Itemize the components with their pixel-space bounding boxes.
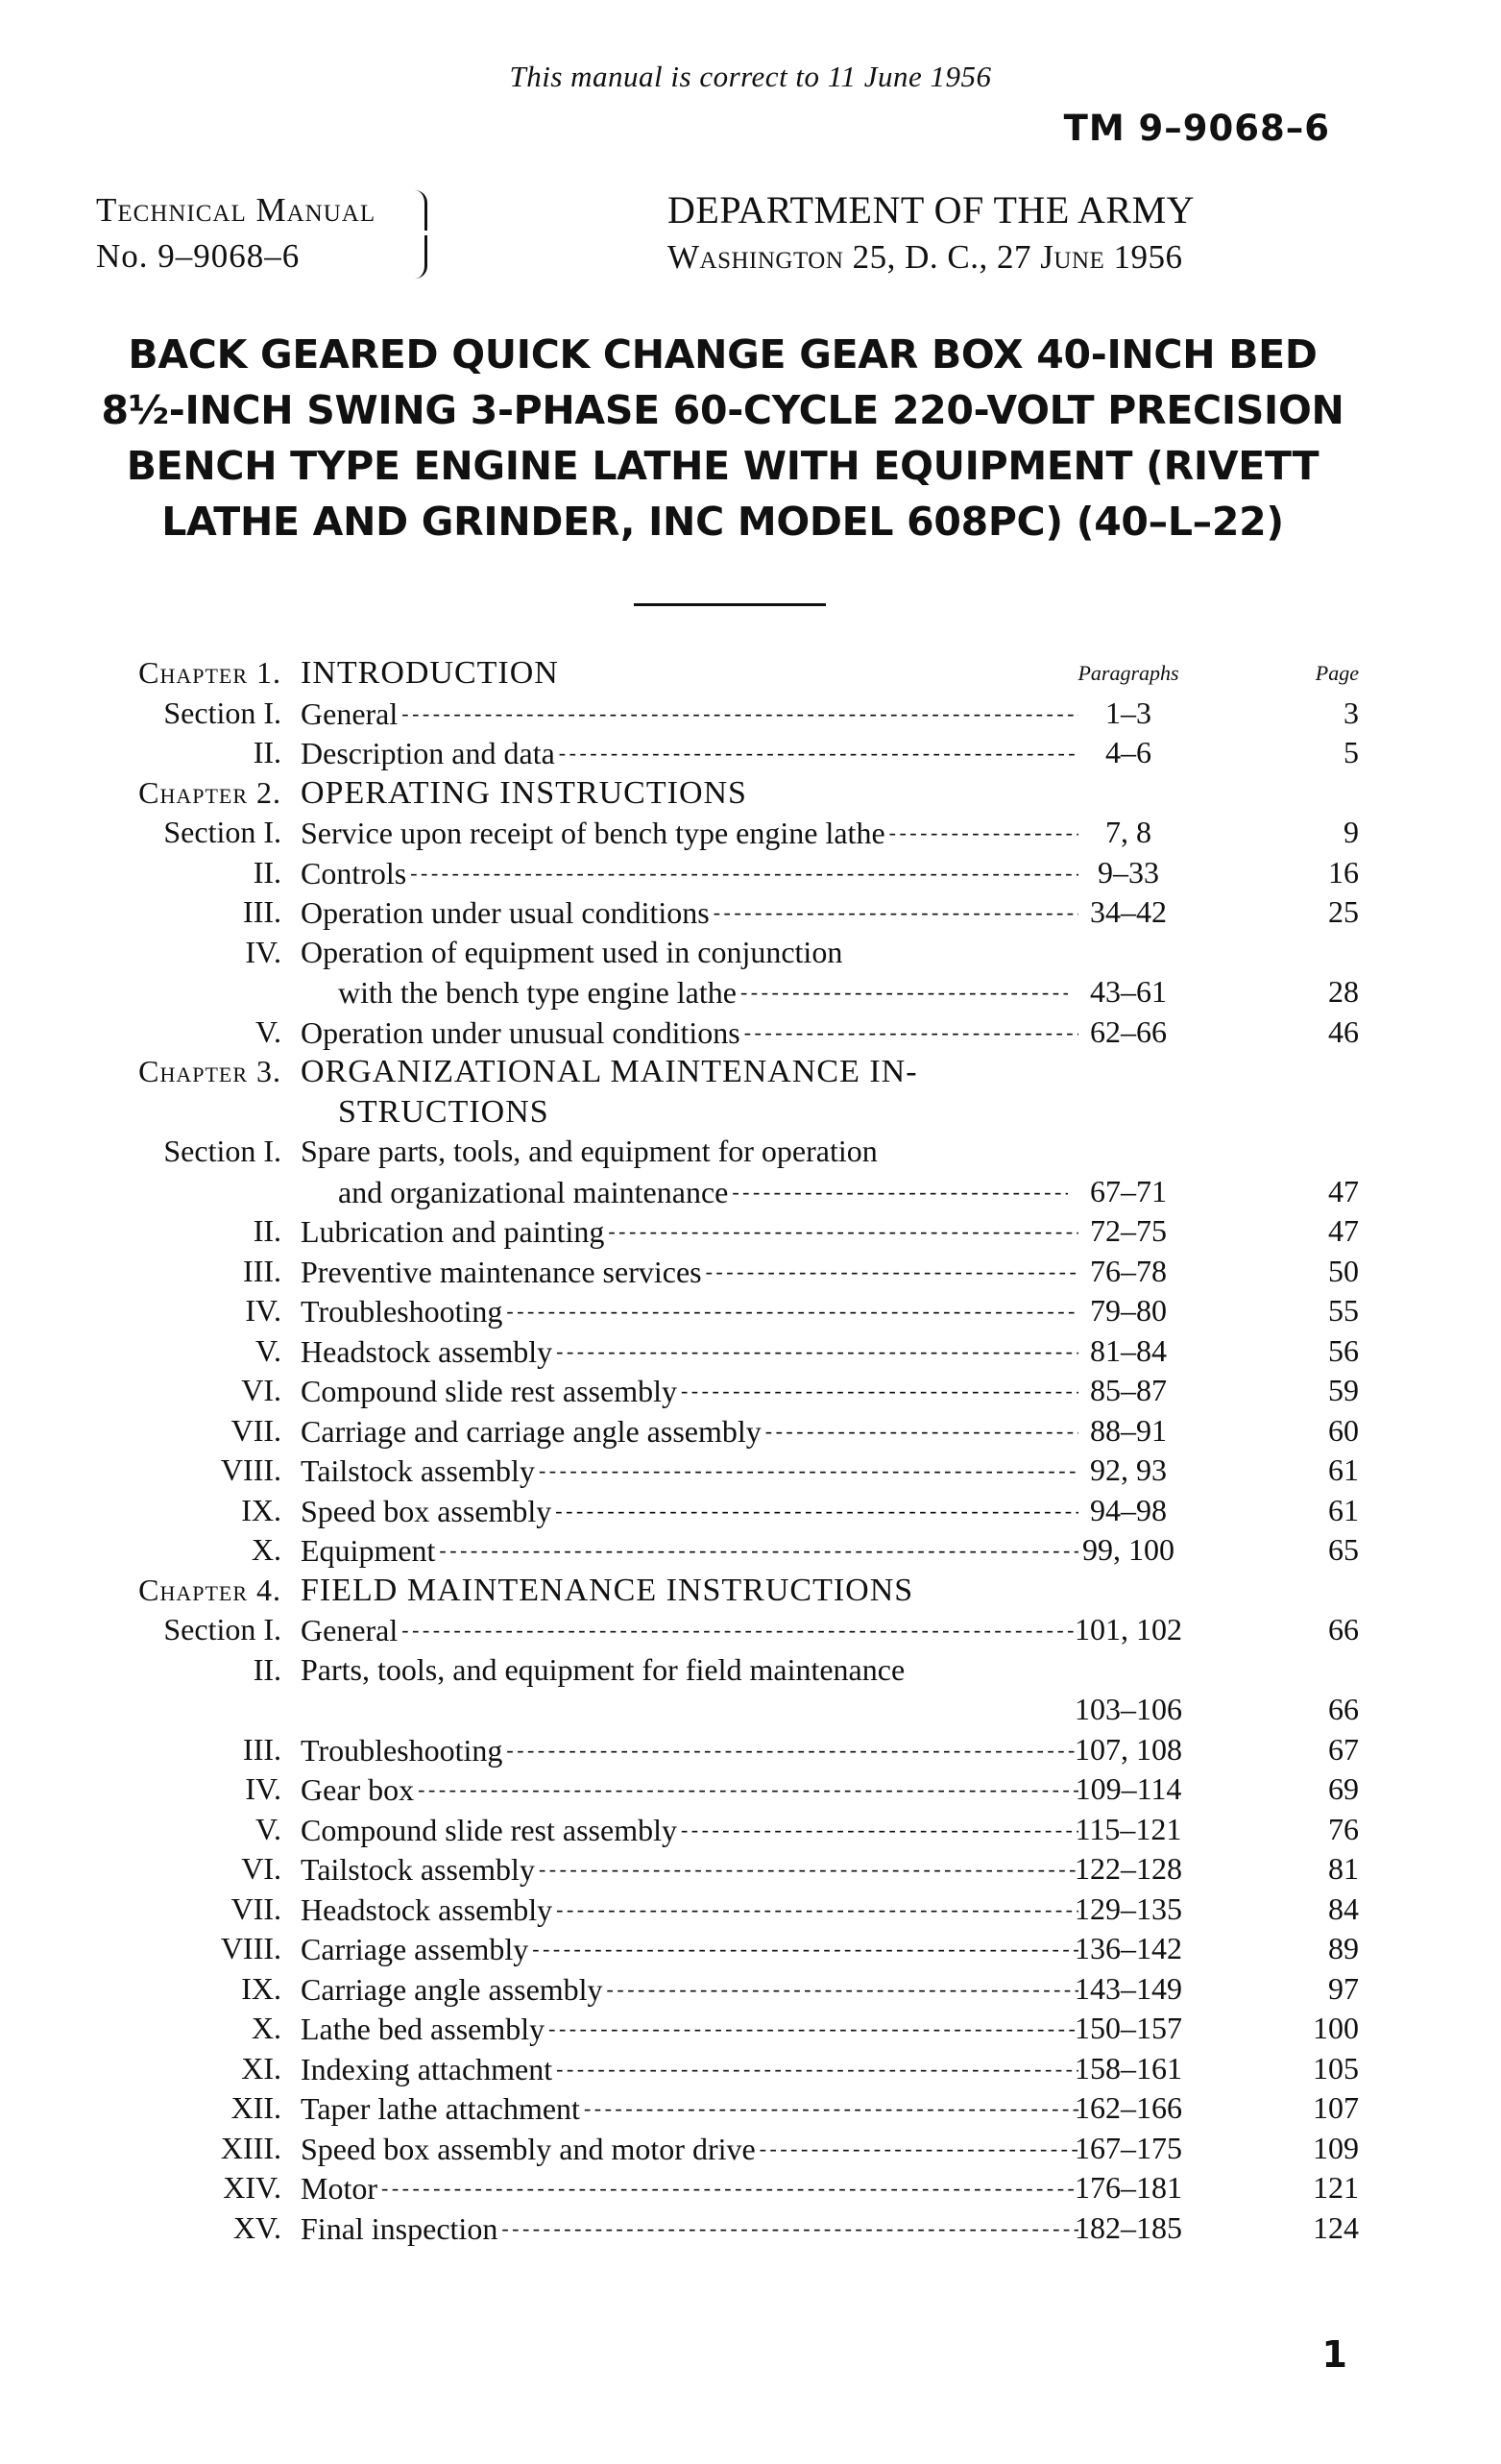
- toc-paragraphs: 158–161: [1075, 2050, 1182, 2086]
- toc-entry-title: with the bench type engine lathe - - -: [338, 975, 1068, 1010]
- toc-text: [301, 1571, 1078, 1611]
- manual-number: No. 9–9068–6: [96, 237, 301, 275]
- toc-text: [301, 773, 1078, 814]
- toc-label: VI.: [241, 1851, 281, 1886]
- toc-page: 25: [1328, 894, 1359, 929]
- toc-row: [0, 1331, 1501, 1372]
- toc-label: III.: [243, 1253, 281, 1288]
- toc-text: [301, 1890, 1078, 1931]
- toc-row: [0, 653, 1501, 694]
- toc-entry-title: General - - -: [301, 1613, 1078, 1647]
- toc-entry-title: OPERATING INSTRUCTIONS: [301, 774, 747, 811]
- toc-label: V.: [255, 1013, 281, 1049]
- toc-label: Section I.: [163, 1612, 281, 1647]
- toc-text: [301, 2208, 1078, 2250]
- toc-page: 28: [1328, 974, 1359, 1009]
- toc-label: III.: [243, 1731, 281, 1767]
- toc-paragraphs: 4–6: [1105, 735, 1151, 769]
- page-number: 1: [1321, 2333, 1347, 2376]
- toc-row: [0, 694, 1501, 734]
- manual-currency-notice: This manual is correct to 11 June 1956: [509, 60, 992, 93]
- toc-entry-title: Compound slide rest assembly - - -: [301, 1813, 1078, 1847]
- toc-text: [301, 1610, 1078, 1651]
- toc-entry-title: and organizational maintenance - - -: [338, 1175, 1068, 1209]
- toc-text: [338, 1092, 1068, 1133]
- toc-page: 124: [1313, 2209, 1359, 2245]
- toc-page: 55: [1328, 1293, 1359, 1328]
- toc-page: 121: [1313, 2170, 1359, 2205]
- toc-text: [301, 2049, 1078, 2090]
- toc-page: 47: [1328, 1173, 1359, 1208]
- page-column-header: Page: [1315, 661, 1359, 685]
- toc-page: 66: [1328, 1612, 1359, 1647]
- toc-entry-title: Lubrication and painting - - -: [301, 1214, 1078, 1249]
- toc-label: XII.: [230, 2090, 281, 2125]
- toc-label: VIII.: [220, 1452, 281, 1487]
- toc-page: 105: [1313, 2050, 1359, 2086]
- toc-entry-title: General - - -: [301, 696, 1078, 731]
- toc-row: [0, 2009, 1501, 2049]
- toc-entry-title: Spare parts, tools, and equipment for operation: [301, 1134, 878, 1168]
- toc-paragraphs: 176–181: [1075, 2170, 1182, 2205]
- toc-paragraphs: 109–114: [1075, 1771, 1182, 1806]
- toc-paragraphs: 88–91: [1090, 1412, 1167, 1448]
- toc-text: [301, 1211, 1078, 1253]
- toc-row: [0, 2088, 1501, 2129]
- toc-paragraphs: 76–78: [1090, 1253, 1167, 1288]
- toc-row: [0, 2129, 1501, 2169]
- toc-paragraphs: 150–157: [1075, 2011, 1182, 2045]
- toc-entry-title: Tailstock assembly - - -: [301, 1453, 1078, 1488]
- toc-entry-title: Operation under unusual conditions - - -: [301, 1015, 1078, 1050]
- toc-paragraphs: 143–149: [1075, 1970, 1182, 2006]
- toc-entry-title: Carriage and carriage angle assembly - - -: [301, 1414, 1078, 1449]
- toc-text: [301, 1411, 1078, 1452]
- toc-page: 67: [1328, 1731, 1359, 1767]
- toc-label: VII.: [230, 1412, 281, 1448]
- toc-label: Section I.: [163, 695, 281, 730]
- toc-entry-title: STRUCTIONS: [338, 1093, 549, 1130]
- toc-row: [0, 1451, 1501, 1491]
- toc-entry-title: Equipment - - -: [301, 1533, 1078, 1568]
- toc-paragraphs: 162–166: [1075, 2090, 1182, 2125]
- toc-text: [338, 1172, 1068, 1213]
- toc-row: [0, 1810, 1501, 1850]
- toc-label: Chapter 1.: [138, 655, 281, 690]
- toc-entry-title: Troubleshooting - - -: [301, 1294, 1078, 1329]
- toc-label: X.: [251, 1532, 281, 1567]
- toc-entry-title: Speed box assembly - - -: [301, 1494, 1078, 1528]
- toc-text: [301, 1769, 1078, 1811]
- toc-entry-title: FIELD MAINTENANCE INSTRUCTIONS: [301, 1572, 914, 1608]
- toc-page: 46: [1328, 1013, 1359, 1049]
- toc-page: 3: [1344, 695, 1359, 730]
- toc-entry-title: Lathe bed assembly - - -: [301, 2012, 1078, 2046]
- toc-page: 100: [1313, 2011, 1359, 2045]
- toc-page: 109: [1313, 2130, 1359, 2165]
- table-of-contents: [0, 653, 1501, 2248]
- toc-entry-title: Compound slide rest assembly - - -: [301, 1374, 1078, 1408]
- toc-paragraphs: 136–142: [1075, 1931, 1182, 1965]
- toc-text: [301, 1132, 1078, 1172]
- toc-text: [301, 1371, 1078, 1412]
- toc-text: [301, 2168, 1078, 2209]
- toc-label: Chapter 4.: [138, 1572, 281, 1607]
- toc-row: [0, 1890, 1501, 1930]
- toc-text: [301, 2088, 1078, 2130]
- toc-label: Chapter 2.: [138, 774, 281, 810]
- toc-text: [301, 892, 1078, 934]
- toc-row: [0, 1610, 1501, 1650]
- toc-text: [301, 1252, 1078, 1293]
- toc-text: [301, 694, 1078, 735]
- toc-text: [301, 1052, 1078, 1092]
- toc-entry-title: Troubleshooting - - -: [301, 1733, 1078, 1768]
- manual-type: Technical Manual: [96, 191, 376, 229]
- toc-label: VIII.: [220, 1931, 281, 1965]
- toc-label: III.: [243, 894, 281, 929]
- toc-entry-title: ORGANIZATIONAL MAINTENANCE IN-: [301, 1054, 918, 1089]
- toc-row: [0, 1132, 1501, 1172]
- toc-page: 69: [1328, 1771, 1359, 1806]
- toc-paragraphs: 167–175: [1075, 2130, 1182, 2165]
- toc-entry-title: Speed box assembly and motor drive - - -: [301, 2132, 1078, 2166]
- toc-text: [301, 1730, 1078, 1771]
- toc-text: [301, 1849, 1078, 1891]
- toc-row: [0, 853, 1501, 893]
- toc-text: INTRODUCTION: [301, 655, 559, 691]
- toc-label: II.: [253, 1651, 281, 1687]
- toc-paragraphs: 182–185: [1075, 2209, 1182, 2245]
- toc-entry-title: Parts, tools, and equipment for field maintenance: [301, 1651, 906, 1687]
- divider-rule: [634, 603, 826, 606]
- department-name: DEPARTMENT OF THE ARMY: [667, 188, 1196, 232]
- toc-page: 61: [1328, 1492, 1359, 1527]
- toc-label: VI.: [241, 1373, 281, 1407]
- toc-row: [0, 1291, 1501, 1331]
- toc-row: [0, 1092, 1501, 1133]
- toc-paragraphs: 1–3: [1105, 695, 1151, 730]
- toc-text: [301, 1929, 1078, 1970]
- toc-page: 107: [1313, 2090, 1359, 2125]
- toc-row: [0, 1650, 1501, 1691]
- toc-label: IV.: [245, 1771, 281, 1806]
- brace-bottom: [415, 235, 427, 279]
- toc-paragraphs: 99, 100: [1082, 1532, 1174, 1567]
- toc-entry-title: Carriage assembly - - -: [301, 1932, 1078, 1966]
- toc-paragraphs: 81–84: [1090, 1332, 1167, 1368]
- toc-row: [0, 972, 1501, 1012]
- toc-paragraphs: 62–66: [1090, 1013, 1167, 1049]
- paragraphs-column-header: Paragraphs: [1077, 661, 1179, 685]
- toc-entry-title: Headstock assembly - - -: [301, 1334, 1078, 1369]
- toc-paragraphs: 9–33: [1098, 854, 1159, 890]
- toc-entry-title: Indexing attachment - - -: [301, 2052, 1078, 2086]
- toc-page: 5: [1344, 735, 1359, 769]
- toc-entry-title: Tailstock assembly - - -: [301, 1852, 1078, 1887]
- toc-label: IX.: [241, 1970, 281, 2006]
- toc-text: [301, 733, 1078, 774]
- toc-entry-title: Motor - - -: [301, 2171, 1078, 2206]
- toc-row: [0, 1252, 1501, 1292]
- toc-text: [301, 933, 1078, 973]
- toc-row: [0, 1012, 1501, 1053]
- toc-label: IX.: [241, 1492, 281, 1527]
- toc-row: [0, 813, 1501, 853]
- title-line: BENCH TYPE ENGINE LATHE WITH EQUIPMENT (RIVETT: [126, 443, 1319, 489]
- toc-paragraphs: 122–128: [1075, 1851, 1182, 1886]
- toc-page: 9: [1344, 815, 1359, 849]
- toc-page: 76: [1328, 1811, 1359, 1846]
- toc-paragraphs: 79–80: [1090, 1293, 1167, 1328]
- toc-text: [301, 1491, 1078, 1532]
- toc-label: IV.: [245, 934, 281, 969]
- toc-row: [0, 1052, 1501, 1092]
- toc-entry-title: Preventive maintenance services - - -: [301, 1255, 1078, 1289]
- toc-paragraphs: 7, 8: [1105, 815, 1151, 849]
- toc-text: [301, 1012, 1078, 1054]
- toc-paragraphs: 115–121: [1075, 1811, 1182, 1846]
- toc-entry-title: Controls - - -: [301, 856, 1078, 890]
- toc-label: IV.: [245, 1293, 281, 1328]
- toc-page: 16: [1328, 854, 1359, 890]
- toc-paragraphs: 92, 93: [1090, 1452, 1167, 1487]
- toc-label: VII.: [230, 1891, 281, 1926]
- toc-label: Chapter 3.: [138, 1054, 281, 1088]
- toc-label: V.: [255, 1811, 281, 1846]
- toc-text: [301, 1291, 1078, 1332]
- toc-paragraphs: 67–71: [1090, 1173, 1167, 1208]
- toc-paragraphs: 101, 102: [1075, 1612, 1182, 1647]
- toc-paragraphs: 43–61: [1090, 974, 1167, 1009]
- toc-paragraphs: 94–98: [1090, 1492, 1167, 1527]
- toc-page: 81: [1328, 1851, 1359, 1886]
- toc-entry-title: Carriage angle assembly - - -: [301, 1972, 1078, 2007]
- toc-label: II.: [253, 854, 281, 890]
- toc-text: [301, 1969, 1078, 2011]
- toc-entry-title: Operation of equipment used in conjunction: [301, 934, 843, 969]
- toc-page: 50: [1328, 1253, 1359, 1288]
- toc-row: [0, 1371, 1501, 1411]
- toc-text: [301, 813, 1078, 854]
- toc-label: X.: [251, 2011, 281, 2045]
- toc-row: [0, 1849, 1501, 1890]
- toc-label: V.: [255, 1332, 281, 1368]
- toc-entry-title: Service upon receipt of bench type engine lathe - - -: [301, 816, 1078, 850]
- toc-text: [301, 1650, 1078, 1691]
- toc-row: [0, 892, 1501, 933]
- toc-page: 84: [1328, 1891, 1359, 1926]
- toc-text: [301, 853, 1078, 894]
- toc-page: 47: [1328, 1213, 1359, 1248]
- toc-page: 97: [1328, 1970, 1359, 2006]
- toc-entry-title: Taper lathe attachment - - -: [301, 2091, 1078, 2126]
- toc-label: Section I.: [163, 815, 281, 849]
- toc-label: XV.: [232, 2209, 281, 2245]
- toc-page: 56: [1328, 1332, 1359, 1368]
- toc-entry-title: Description and data - - -: [301, 736, 1078, 770]
- toc-page: 66: [1328, 1692, 1359, 1726]
- toc-page: 60: [1328, 1412, 1359, 1448]
- manual-identification: [96, 187, 375, 280]
- toc-paragraphs: 72–75: [1090, 1213, 1167, 1248]
- toc-page: 65: [1328, 1532, 1359, 1567]
- toc-label: XI.: [241, 2050, 281, 2086]
- toc-label: Section I.: [163, 1134, 281, 1168]
- toc-row: [0, 1769, 1501, 1810]
- toc-paragraphs: 85–87: [1090, 1373, 1167, 1407]
- brace-top: [415, 190, 427, 231]
- title-line: 8½-INCH SWING 3-PHASE 60-CYCLE 220-VOLT PRECISION: [101, 387, 1344, 433]
- toc-row: [0, 1172, 1501, 1212]
- toc-page: 89: [1328, 1931, 1359, 1965]
- toc-paragraphs: 129–135: [1075, 1891, 1182, 1926]
- toc-entry-title: Headstock assembly - - -: [301, 1892, 1078, 1927]
- toc-row: [0, 933, 1501, 973]
- toc-entry-title: Operation under usual conditions - - -: [301, 895, 1078, 930]
- toc-text: [301, 2129, 1078, 2170]
- toc-entry-title: Gear box - - -: [301, 1772, 1078, 1807]
- toc-label: XIII.: [220, 2130, 281, 2165]
- toc-text: [301, 1810, 1078, 1851]
- toc-row: [0, 1690, 1501, 1730]
- title-line: BACK GEARED QUICK CHANGE GEAR BOX 40-INCH BED: [128, 331, 1318, 378]
- toc-label: II.: [253, 735, 281, 769]
- toc-row: [0, 1530, 1501, 1571]
- toc-row: [0, 733, 1501, 773]
- toc-page: 59: [1328, 1373, 1359, 1407]
- toc-row: [0, 1969, 1501, 2010]
- manual-title: [96, 327, 1349, 549]
- toc-row: [0, 1730, 1501, 1770]
- toc-paragraphs: 34–42: [1090, 894, 1167, 929]
- toc-text: [301, 1331, 1078, 1373]
- toc-row: [0, 2168, 1501, 2208]
- toc-label: XIV.: [223, 2170, 281, 2205]
- toc-paragraphs: 103–106: [1075, 1692, 1182, 1726]
- toc-row: [0, 1211, 1501, 1252]
- toc-row: [0, 2049, 1501, 2089]
- toc-row: [0, 773, 1501, 814]
- toc-row: [0, 1491, 1501, 1531]
- toc-text: [301, 2009, 1078, 2050]
- toc-row: [0, 1411, 1501, 1452]
- title-line: LATHE AND GRINDER, INC MODEL 608PC) (40–L–22): [161, 499, 1284, 545]
- toc-page: 61: [1328, 1452, 1359, 1487]
- toc-row: [0, 2208, 1501, 2249]
- toc-text: [338, 972, 1068, 1013]
- toc-row: [0, 1929, 1501, 1969]
- toc-text: [301, 1530, 1078, 1572]
- toc-entry-title: Final inspection - - -: [301, 2211, 1078, 2246]
- toc-paragraphs: 107, 108: [1075, 1731, 1182, 1767]
- tm-number: TM 9–9068–6: [1063, 108, 1330, 149]
- toc-text: [301, 1451, 1078, 1492]
- toc-row: [0, 1571, 1501, 1611]
- toc-label: II.: [253, 1213, 281, 1248]
- location-date: Washington 25, D. C., 27 June 1956: [667, 238, 1183, 276]
